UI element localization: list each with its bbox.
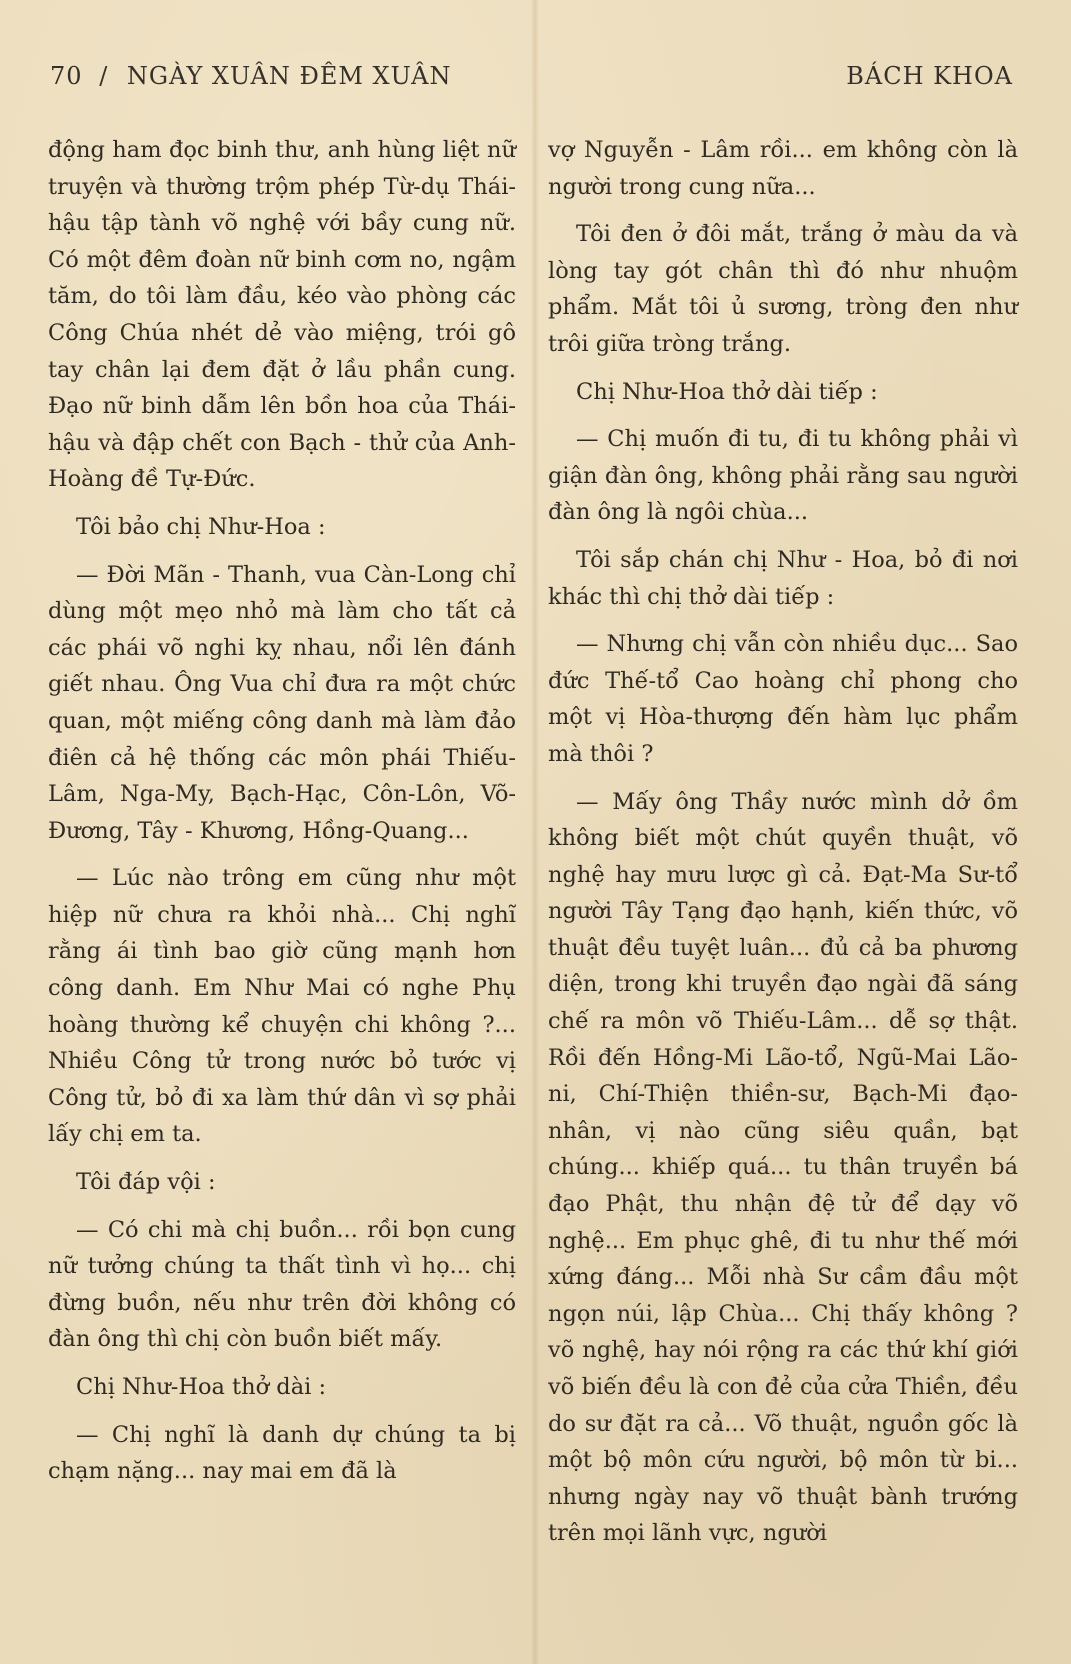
section-title: NGÀY XUÂN ĐÊM XUÂN — [126, 62, 452, 90]
paragraph: — Chị muốn đi tu, đi tu không phải vì giận đàn ông, không phải rằng sau người đàn ông là ngôi chùa... — [548, 426, 1018, 526]
page-number: 70 — [50, 62, 83, 90]
running-header — [50, 62, 1013, 102]
magazine-title: BÁCH KHOA — [846, 62, 1013, 90]
paragraph: Tôi đáp vội : — [76, 1169, 216, 1196]
header-left — [50, 62, 451, 90]
paragraph: động ham đọc binh thư, anh hùng liệt nữ truyện và thường trộm phép Từ-dụ Thái-hậu tập tành võ nghệ với bầy cung nữ. Có một đêm đoàn nữ binh cơm no, ngậm tăm, do tôi làm đầu, kéo vào phòng các Công Chúa nhét dẻ vào miệng, trói gô tay chân lại đem đặt ở lầu phần cung. Đạo nữ binh dẫm lên bồn hoa của Thái-hậu và đập chết con Bạch - thử của Anh-Hoàng đề Tự-Đức. — [48, 137, 516, 493]
header-separator: / — [99, 62, 109, 90]
left-text-column — [48, 132, 516, 1501]
paragraph: — Mấy ông Thầy nước mình dở ồm không biết một chút quyền thuật, võ nghệ hay mưu lược gì cả. Đạt-Ma Sư-tổ người Tây Tạng đạo hạnh, kiến thức, võ thuật đều tuyệt luân... đủ cả ba phương diện, trong khi truyền đạo ngài đã sáng chế ra môn võ Thiếu-Lâm... dễ sợ thật. Rồi đến Hồng-Mi Lão-tổ, Ngũ-Mai Lão-ni, Chí-Thiện thiền-sư, Bạch-Mi đạo-nhân, vị nào cũng siêu quần, bạt chúng... khiếp quá... tu thân truyền bá đạo Phật, thu nhận đệ tử để dạy võ nghệ... Em phục ghê, đi tu như thế mới xứng đáng... Mỗi nhà Sư cầm đầu một ngọn núi, lập Chùa... Chị thấy không ? võ nghệ, hay nói rộng ra các thứ khí giới võ biến đều là con đẻ của cửa Thiền, đều do sư đặt ra cả... Võ thuật, nguồn gốc là một bộ môn cứu người, bộ môn từ bi... nhưng ngày nay võ thuật bành trướng trên mọi lãnh vực, người — [548, 788, 1018, 1547]
paragraph: Tôi đen ở đôi mắt, trắng ở màu da và lòng tay gót chân thì đó như nhuộm phẩm. Mắt tôi ủ sương, tròng đen như trôi giữa tròng trắng. — [548, 221, 1018, 357]
right-text-column — [548, 132, 1018, 1563]
column-gutter — [531, 0, 539, 1664]
paragraph: — Đời Mãn - Thanh, vua Càn-Long chỉ dùng một mẹo nhỏ mà làm cho tất cả các phái võ nghi kỵ nhau, nổi lên đánh giết nhau. Ông Vua chỉ đưa ra một chức quan, một miếng công danh mà làm đảo điên cả hệ thống các môn phái Thiếu-Lâm, Nga-My, Bạch-Hạc, Côn-Lôn, Võ-Đương, Tây - Khương, Hồng-Quang... — [48, 561, 516, 844]
paragraph: — Lúc nào trông em cũng như một hiệp nữ chưa ra khỏi nhà... Chị nghĩ rằng ái tình bao giờ cũng mạnh hơn công danh. Em Như Mai có nghe Phụ hoàng thường kể chuyện chi không ?... Nhiều Công tử trong nước bỏ tước vị Công tử, bỏ đi xa làm thứ dân vì sợ phải lấy chị em ta. — [48, 865, 516, 1148]
paragraph: vợ Nguyễn - Lâm rồi... em không còn là người trong cung nữa... — [548, 137, 1018, 200]
paragraph: Chị Như-Hoa thở dài : — [76, 1374, 327, 1400]
paragraph: Tôi sắp chán chị Như - Hoa, bỏ đi nơi khác thì chị thở dài tiếp : — [548, 546, 1018, 610]
paragraph: — Có chi mà chị buồn... rồi bọn cung nữ tưởng chúng ta thất tình vì họ... chị đừng buồn, nếu như trên đời không có đàn ông thì chị còn buồn biết mấy. — [48, 1216, 516, 1353]
paragraph: — Nhưng chị vẫn còn nhiều dục... Sao đức Thế-tổ Cao hoàng chỉ phong cho một vị Hòa-thượng đến hàm lục phẩm mà thôi ? — [548, 631, 1018, 767]
paragraph: Chị Như-Hoa thở dài tiếp : — [576, 378, 878, 405]
paragraph: — Chị nghĩ là danh dự chúng ta bị chạm nặng... nay mai em đã là — [48, 1421, 516, 1485]
paragraph: Tôi bảo chị Như-Hoa : — [76, 513, 326, 540]
